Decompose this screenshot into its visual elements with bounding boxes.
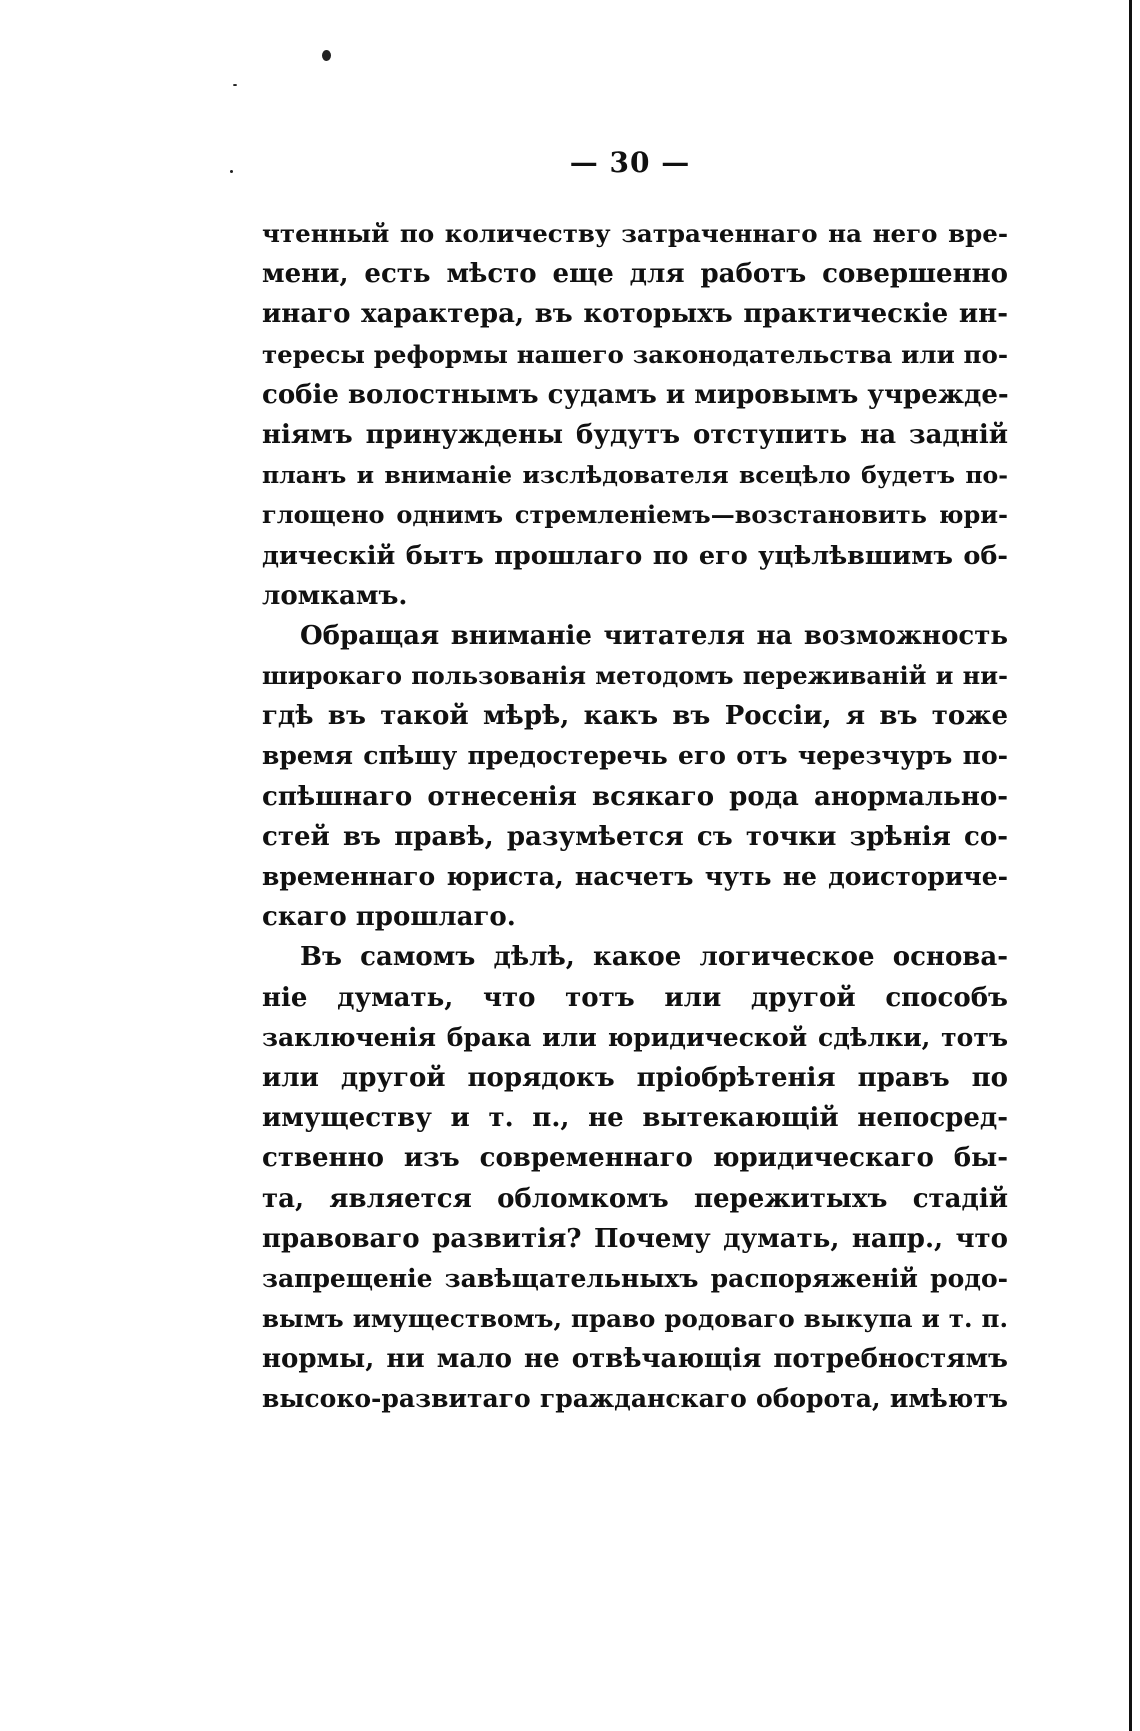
text-line: или другой порядокъ пріобрѣтенія правъ по (262, 1062, 1008, 1093)
text-line: ніе думать, что тотъ или другой способъ (262, 982, 1008, 1013)
text-line: запрещеніе завѣщательныхъ распоряженій родо- (262, 1263, 1008, 1293)
text-line: время спѣшу предостеречь его отъ черезчуръ по- (262, 741, 1008, 771)
text-line: стей въ правѣ, разумѣется съ точки зрѣнія со- (262, 821, 1008, 852)
text-line: ственно изъ современнаго юридическаго бы- (262, 1143, 1008, 1174)
text-line: спѣшнаго отнесенія всякаго рода анормально- (262, 781, 1008, 812)
text-line: нормы, ни мало не отвѣчающія потребностямъ (262, 1344, 1008, 1375)
text-line: широкаго пользованія методомъ переживаній и ни- (262, 661, 1008, 691)
text-line: имуществу и т. п., не вытекающій непосред- (262, 1103, 1008, 1134)
page-edge-line (1129, 0, 1132, 1731)
page-number: — 30 — (569, 146, 691, 179)
text-line: заключенія брака или юридической сдѣлки, тотъ (262, 1022, 1008, 1052)
text-line: мени, есть мѣсто еще для работъ совершенно (262, 259, 1008, 290)
scan-speck (322, 50, 331, 61)
text-line: планъ и вниманіе изслѣдователя всецѣло будетъ по- (262, 461, 1008, 490)
text-line: гдѣ въ такой мѣрѣ, какъ въ Россіи, я въ тоже (262, 701, 1008, 732)
text-line: тересы реформы нашего законодательства или по- (262, 339, 1008, 369)
text-line: дическій бытъ прошлаго по его уцѣлѣвшимъ об- (262, 540, 1008, 571)
text-line: временнаго юриста, насчетъ чуть не доисториче- (262, 862, 1008, 891)
text-line: инаго характера, въ которыхъ практическіе ин- (262, 299, 1008, 330)
text-line: Обращая вниманіе читателя на возможность (300, 620, 1008, 651)
text-line: глощено однимъ стремленіемъ—возстановить юри- (262, 500, 1008, 530)
body-text (262, 214, 1008, 1420)
scan-speck (233, 84, 237, 86)
text-line: ніямъ принуждены будутъ отступить на задній (262, 419, 1008, 450)
text-line: вымъ имуществомъ, право родоваго выкупа и т. п. (262, 1304, 1008, 1334)
text-line: чтенный по количеству затраченнаго на него вре- (262, 219, 1008, 248)
text-line: ломкамъ. (262, 580, 408, 611)
text-line: та, является обломкомъ пережитыхъ стадій (262, 1183, 1008, 1214)
text-line: Въ самомъ дѣлѣ, какое логическое основа- (300, 942, 1008, 973)
text-line: правоваго развитія? Почему думать, напр., что (262, 1223, 1008, 1254)
text-line: высоко-развитаго гражданскаго оборота, имѣютъ (262, 1384, 1008, 1414)
text-line: скаго прошлаго. (262, 902, 516, 933)
text-line: собіе волостнымъ судамъ и мировымъ учрежде- (262, 379, 1009, 410)
